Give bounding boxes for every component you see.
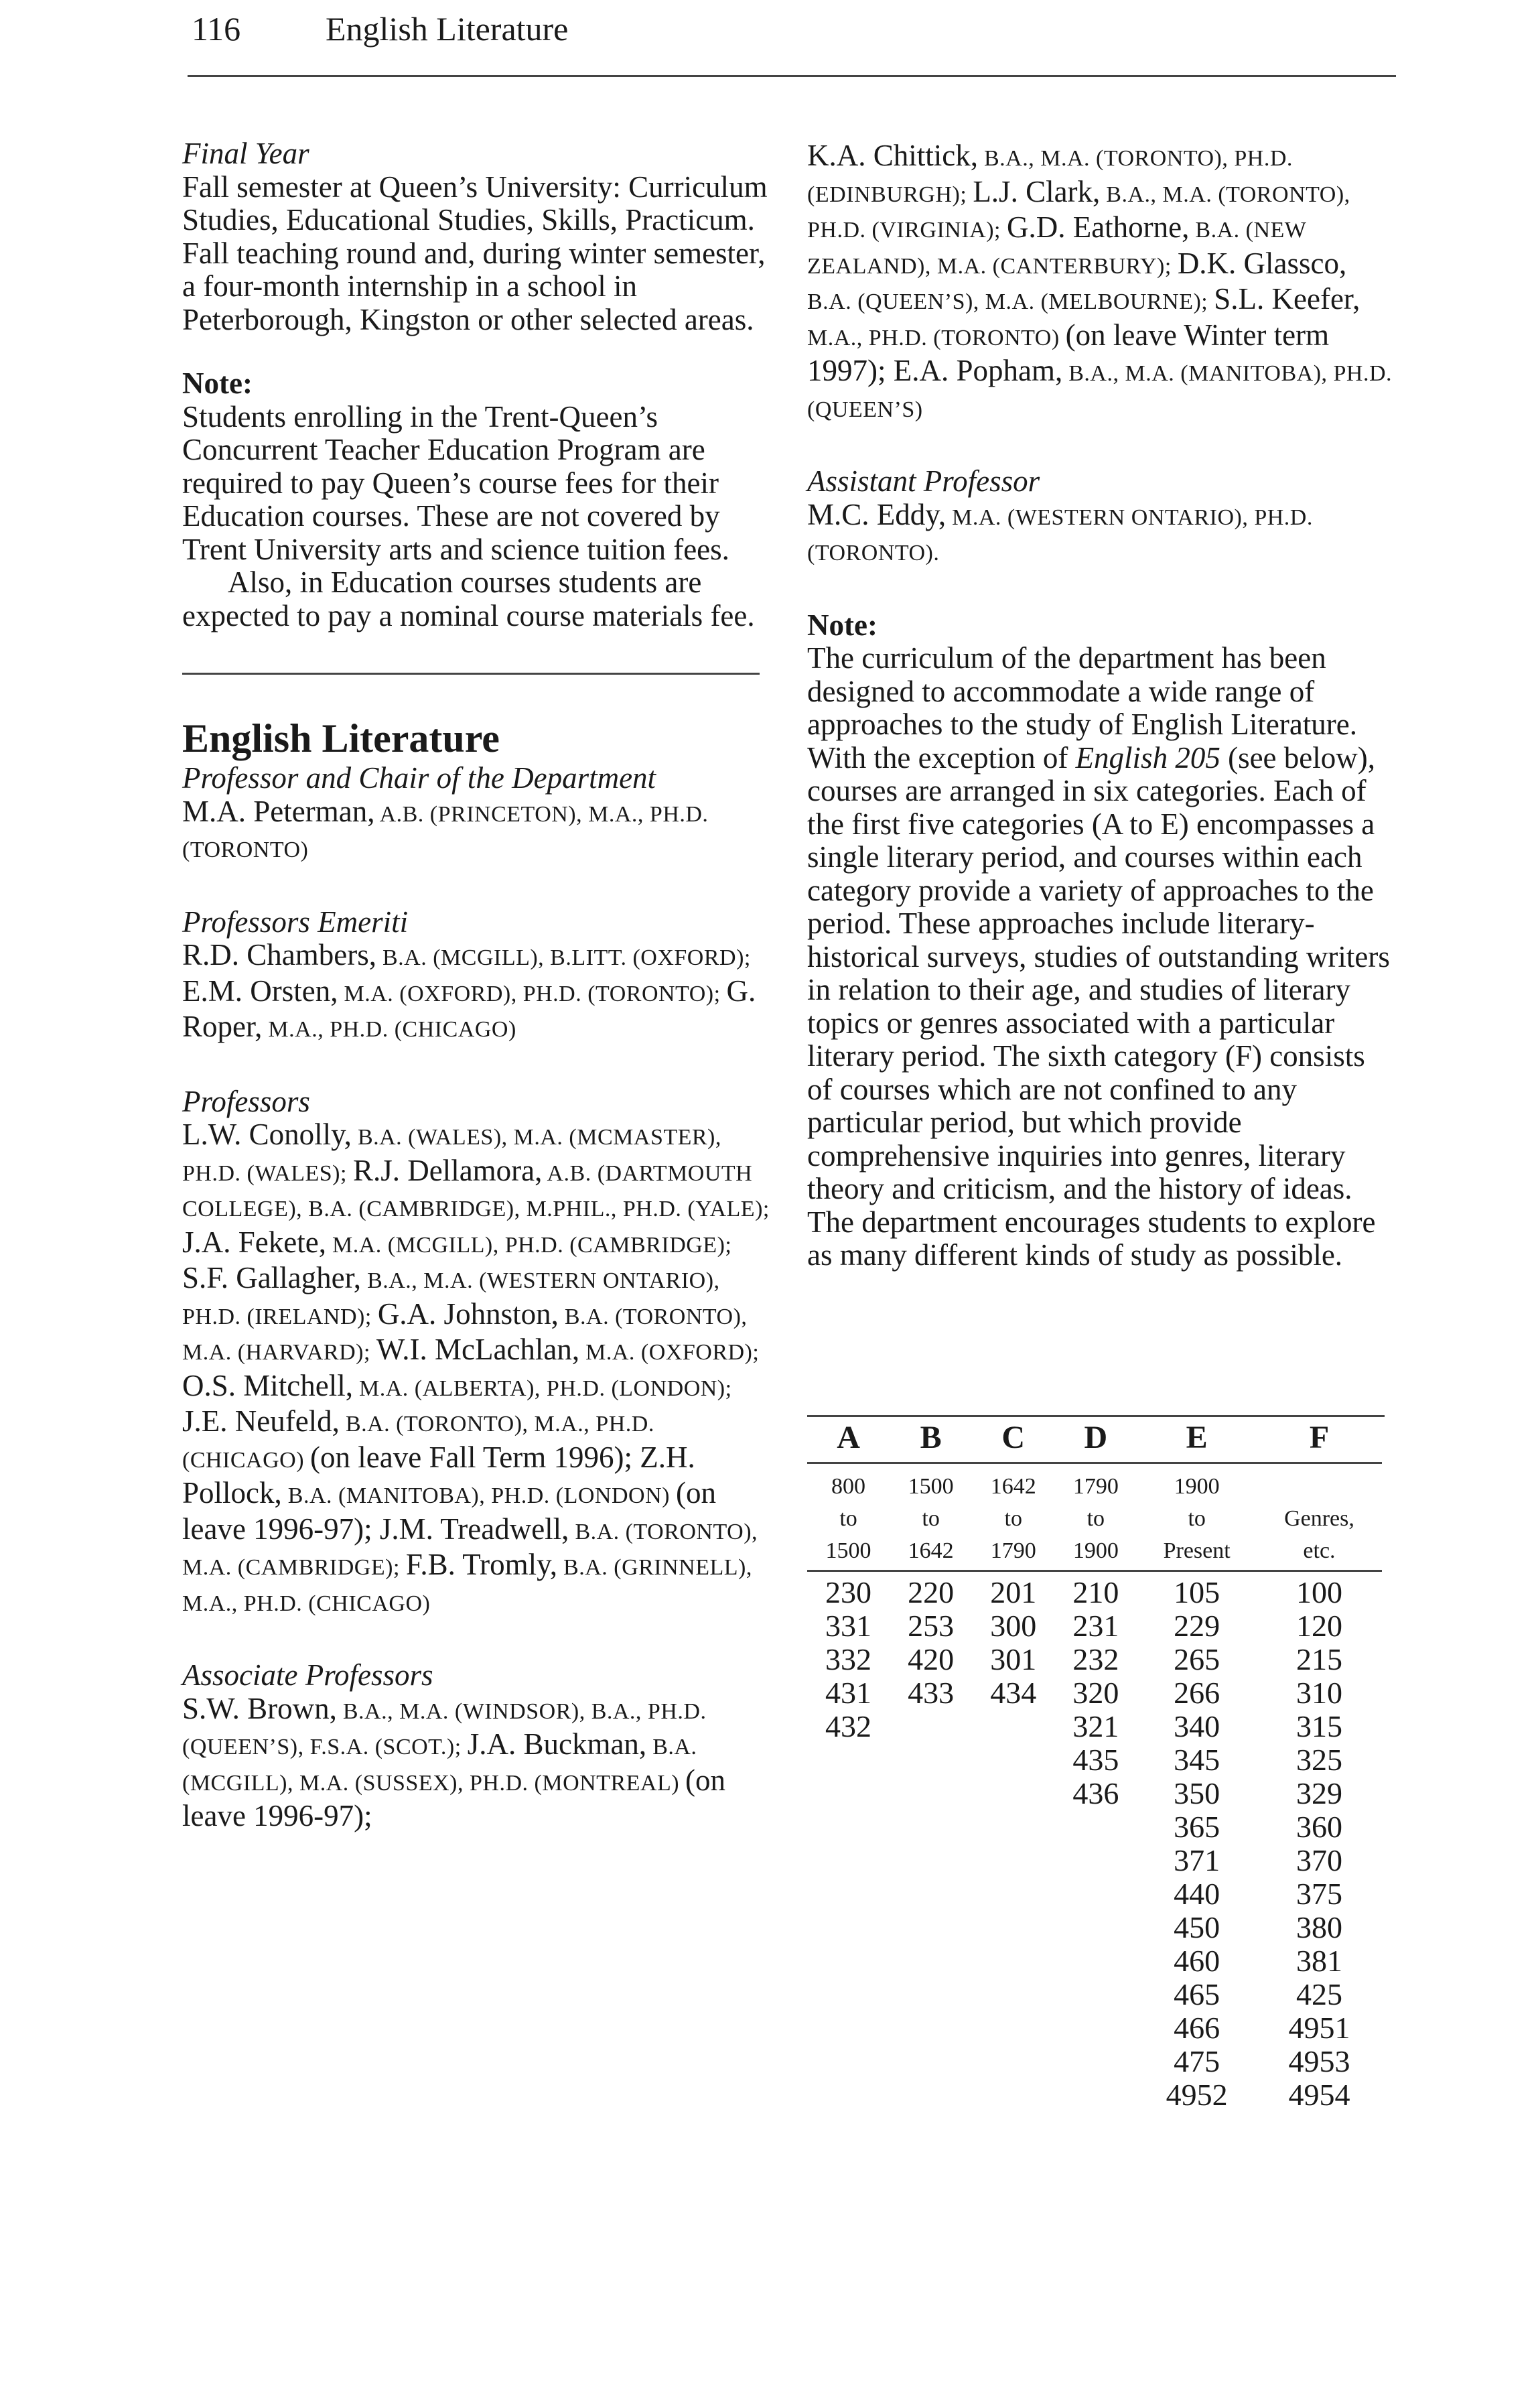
course-number: 431 — [825, 1676, 872, 1710]
curriculum-note-heading: Note: — [807, 608, 878, 642]
faculty-name: Z.H. Pollock, — [182, 1440, 695, 1510]
faculty-name: D.K. Glassco, — [1177, 246, 1347, 280]
course-number: 4953 — [1288, 2044, 1350, 2078]
faculty-name: M.C. Eddy, — [807, 497, 947, 531]
category-range — [1137, 1463, 1257, 1571]
section-rule — [182, 673, 760, 675]
course-number: 4952 — [1166, 2078, 1228, 2112]
category-range — [890, 1463, 972, 1571]
range-line: 1900 — [1174, 1474, 1220, 1499]
course-number: 215 — [1296, 1642, 1342, 1676]
course-number: 201 — [990, 1575, 1037, 1609]
final-year-heading: Final Year — [182, 137, 309, 170]
category-letter: E — [1137, 1419, 1257, 1463]
faculty-credentials: M.A. (OXFORD); — [579, 1340, 760, 1365]
course-number: 460 — [1174, 1944, 1220, 1978]
course-number: 320 — [1072, 1676, 1119, 1710]
course-number: 436 — [1072, 1776, 1119, 1810]
faculty-name: J.E. Neufeld, — [182, 1404, 340, 1438]
course-number: 253 — [908, 1609, 955, 1643]
course-number: 230 — [825, 1575, 872, 1609]
faculty-credentials: M.A. (WESTERN ONTARIO), PH.D. (TORONTO). — [807, 505, 1313, 565]
course-number: 365 — [1174, 1810, 1220, 1844]
faculty-name: E.A. Popham, — [893, 354, 1063, 387]
faculty-credentials: M.A., PH.D. (TORONTO) — [807, 325, 1066, 350]
faculty-name: J.A. Fekete, — [182, 1225, 326, 1259]
faculty-credentials: B.A., M.A. (MANITOBA), PH.D. (QUEEN’S) — [807, 361, 1393, 422]
faculty-credentials: A.B. (DARTMOUTH COLLEGE), B.A. (CAMBRIDGE), M.PHIL., PH.D. (YALE); — [182, 1160, 770, 1221]
course-number: 329 — [1296, 1776, 1342, 1810]
course-number: 450 — [1174, 1910, 1220, 1944]
faculty-credentials: B.A., M.A. (WESTERN ONTARIO), PH.D. (IRELAND); — [182, 1268, 720, 1329]
faculty-credentials: B.A., M.A. (TORONTO), PH.D. (EDINBURGH); — [807, 146, 1293, 207]
category-letter: F — [1257, 1419, 1382, 1463]
faculty-credentials: M.A. (ALBERTA), PH.D. (LONDON); — [353, 1376, 732, 1401]
faculty-name: K.A. Chittick, — [807, 139, 978, 172]
course-number: 231 — [1072, 1609, 1119, 1643]
course-number: 265 — [1174, 1642, 1220, 1676]
range-line: to — [922, 1506, 940, 1531]
faculty-name: S.F. Gallagher, — [182, 1261, 362, 1294]
note-text-part-1: The curriculum of the department has been designed to accommodate a wide range of approaches to the study of English Literature. With the exception of — [807, 641, 1358, 775]
faculty-name: W.I. McLachlan, — [376, 1333, 580, 1366]
course-number: 266 — [1174, 1676, 1220, 1710]
faculty-credentials: B.A. (NEW ZEALAND), M.A. (CANTERBURY); — [807, 218, 1306, 279]
course-number: 360 — [1296, 1810, 1342, 1844]
course-number: 370 — [1296, 1843, 1342, 1877]
faculty-name: L.W. Conolly, — [182, 1118, 352, 1151]
professors-heading: Professors — [182, 1084, 310, 1118]
course-number: 380 — [1296, 1910, 1342, 1944]
course-number: 434 — [990, 1676, 1037, 1710]
faculty-name: R.J. Dellamora, — [352, 1153, 543, 1187]
course-number: 345 — [1174, 1743, 1220, 1777]
chair-list — [182, 795, 772, 867]
course-number: 435 — [1072, 1743, 1119, 1777]
range-line: 1642 — [990, 1474, 1036, 1499]
faculty-name: R.D. Chambers, — [182, 938, 376, 972]
associate-heading: Associate Professors — [182, 1658, 433, 1692]
category-letter: D — [1054, 1419, 1137, 1463]
faculty-name: J.A. Buckman, — [467, 1727, 647, 1761]
faculty-name: M.A. Peterman, — [182, 794, 375, 828]
course-number: 4951 — [1288, 2011, 1350, 2045]
course-number: 325 — [1296, 1743, 1342, 1777]
category-range — [1257, 1463, 1382, 1571]
course-categories-table — [807, 1419, 1382, 2112]
course-number: 105 — [1174, 1575, 1220, 1609]
course-number: 350 — [1174, 1776, 1220, 1810]
final-year-text: Fall semester at Queen’s University: Curriculum Studies, Educational Studies, Skills, Practicum. Fall teaching round and, during winter semester, a four-month internship in a school in Peterborough, Kingston or other selected areas. — [182, 170, 768, 336]
course-number: 381 — [1296, 1944, 1342, 1978]
course-number: 120 — [1296, 1609, 1342, 1643]
faculty-name: O.S. Mitchell, — [182, 1368, 353, 1402]
course-number: 210 — [1072, 1575, 1119, 1609]
note-paragraph-2: Also, in Education courses students are expected to pay a nominal course materials fee. — [182, 565, 755, 632]
faculty-note: (on leave Winter term 1997); — [807, 318, 1330, 387]
course-number: 420 — [908, 1642, 955, 1676]
faculty-name: J.M. Treadwell, — [379, 1512, 569, 1546]
faculty-credentials: A.B. (PRINCETON), M.A., PH.D. (TORONTO) — [182, 801, 709, 862]
category-range — [972, 1463, 1054, 1571]
course-number: 332 — [825, 1642, 872, 1676]
left-column — [182, 137, 772, 1833]
category-letter: B — [890, 1419, 972, 1463]
chair-heading: Professor and Chair of the Department — [182, 761, 656, 795]
category-courses — [972, 1571, 1054, 2113]
assistant-heading: Assistant Professor — [807, 464, 1040, 498]
range-line: Genres, — [1284, 1506, 1354, 1531]
emeriti-list — [182, 939, 772, 1047]
course-number: 220 — [908, 1575, 955, 1609]
note-heading: Note: — [182, 366, 253, 400]
faculty-credentials: B.A. (GRINNELL), M.A., PH.D. (CHICAGO) — [182, 1555, 752, 1616]
faculty-name: F.B. Tromly, — [405, 1548, 558, 1581]
category-letter: A — [807, 1419, 890, 1463]
category-courses — [1137, 1571, 1257, 2113]
faculty-credentials: M.A. (OXFORD), PH.D. (TORONTO); — [338, 981, 727, 1006]
range-line — [1257, 1471, 1382, 1503]
range-line: 800 — [831, 1474, 866, 1499]
range-line: 1500 — [908, 1474, 954, 1499]
course-number: 432 — [825, 1709, 872, 1743]
faculty-credentials: B.A. (QUEEN’S), M.A. (MELBOURNE); — [807, 289, 1214, 314]
course-number: 466 — [1174, 2011, 1220, 2045]
section-title: English Literature — [182, 716, 500, 760]
course-number: 310 — [1296, 1676, 1342, 1710]
course-number: 4954 — [1288, 2078, 1350, 2112]
faculty-note: (on leave 1996-97); — [182, 1763, 726, 1832]
associate-list-right — [807, 139, 1397, 426]
course-number: 232 — [1072, 1642, 1119, 1676]
range-line: 1642 — [908, 1538, 954, 1563]
associate-list-left — [182, 1692, 772, 1833]
note-text-course: English 205 — [1075, 740, 1220, 775]
course-number: 375 — [1296, 1877, 1342, 1911]
range-line: to — [839, 1506, 857, 1531]
faculty-name: G.D. Eathorne, — [1006, 210, 1190, 244]
course-number: 465 — [1174, 1977, 1220, 2011]
faculty-name: G.A. Johnston, — [377, 1296, 559, 1331]
range-line: 1790 — [1072, 1474, 1119, 1499]
faculty-note: (on leave 1996-97); — [182, 1476, 716, 1546]
faculty-name: S.L. Keefer, — [1214, 282, 1360, 316]
course-number: 321 — [1072, 1709, 1119, 1743]
page-number: 116 — [192, 10, 241, 48]
faculty-credentials: B.A., M.A. (TORONTO), PH.D. (VIRGINIA); — [807, 182, 1350, 243]
range-line: etc. — [1303, 1538, 1336, 1563]
course-number: 100 — [1296, 1575, 1342, 1609]
table-top-rule — [807, 1415, 1385, 1417]
faculty-credentials: B.A. (TORONTO), M.A. (HARVARD); — [182, 1304, 748, 1365]
faculty-credentials: B.A. (TORONTO), M.A., PH.D. (CHICAGO) — [182, 1412, 654, 1473]
curriculum-note-text — [807, 642, 1397, 1272]
page-header — [192, 7, 1397, 60]
category-range — [807, 1463, 890, 1571]
faculty-credentials: B.A. (MANITOBA), PH.D. (LONDON) — [281, 1483, 676, 1508]
faculty-note: (on leave Fall Term 1996); — [310, 1440, 640, 1474]
faculty-credentials: M.A., PH.D. (CHICAGO) — [262, 1017, 516, 1042]
running-title: English Literature — [326, 10, 569, 48]
course-number: 300 — [990, 1609, 1037, 1643]
faculty-credentials: B.A. (TORONTO), M.A. (CAMBRIDGE); — [182, 1519, 758, 1580]
range-line: to — [1188, 1506, 1206, 1531]
course-number: 433 — [908, 1676, 955, 1710]
category-letter: C — [972, 1419, 1054, 1463]
range-line: Present — [1163, 1538, 1231, 1563]
course-number: 331 — [825, 1609, 872, 1643]
category-range — [1054, 1463, 1137, 1571]
range-line: 1900 — [1072, 1538, 1119, 1563]
range-line: 1500 — [825, 1538, 871, 1563]
professors-list — [182, 1118, 772, 1620]
course-number: 371 — [1174, 1843, 1220, 1877]
category-courses — [890, 1571, 972, 2113]
emeriti-heading: Professors Emeriti — [182, 905, 409, 939]
faculty-credentials: B.A. (MCGILL), B.LITT. (OXFORD); — [376, 945, 751, 970]
faculty-credentials: M.A. (MCGILL), PH.D. (CAMBRIDGE); — [326, 1232, 732, 1258]
course-number: 229 — [1174, 1609, 1220, 1643]
range-line: to — [1004, 1506, 1022, 1531]
course-number: 440 — [1174, 1877, 1220, 1911]
faculty-name: S.W. Brown, — [182, 1691, 337, 1725]
note-text-part-2: (see below), courses are arranged in six categories. Each of the first five categories (A to E) encompasses a single literary period, and courses within each category provide a variety of approaches to the period. These approaches include literary-historical surveys, studies of outstanding writers in relation to their age, and studies of literary topics or genres associated with a particular literary period. The sixth category (F) consists of courses which are not confined to any particular period, but which provide comprehensive inquiries into genres, literary theory and criticism, and the history of ideas. The department encourages students to explore as many different kinds of study as possible. — [807, 740, 1390, 1272]
assistant-list — [807, 498, 1397, 570]
faculty-credentials: B.A. (WALES), M.A. (MCMASTER), PH.D. (WALES); — [182, 1125, 721, 1186]
category-courses — [1257, 1571, 1382, 2113]
course-number: 475 — [1174, 2044, 1220, 2078]
faculty-name: L.J. Clark, — [973, 174, 1101, 208]
category-courses — [807, 1571, 890, 2113]
course-number: 315 — [1296, 1709, 1342, 1743]
range-line: to — [1087, 1506, 1105, 1531]
faculty-name: G. Roper, — [182, 974, 756, 1043]
course-number: 340 — [1174, 1709, 1220, 1743]
note-paragraph-1: Students enrolling in the Trent-Queen’s Concurrent Teacher Education Program are required to pay Queen’s course fees for their Education courses. These are not covered by Trent University arts and science tuition fees. — [182, 399, 729, 566]
header-rule — [188, 75, 1396, 77]
course-number: 425 — [1296, 1977, 1342, 2011]
course-number: 301 — [990, 1642, 1037, 1676]
category-courses — [1054, 1571, 1137, 2113]
range-line: 1790 — [990, 1538, 1036, 1563]
faculty-credentials: B.A., M.A. (WINDSOR), B.A., PH.D. (QUEEN’S), F.S.A. (SCOT.); — [182, 1698, 707, 1759]
faculty-credentials: B.A. (MCGILL), M.A. (SUSSEX), PH.D. (MONTREAL) — [182, 1735, 697, 1796]
faculty-name: E.M. Orsten, — [182, 974, 338, 1008]
right-column — [807, 139, 1397, 1272]
